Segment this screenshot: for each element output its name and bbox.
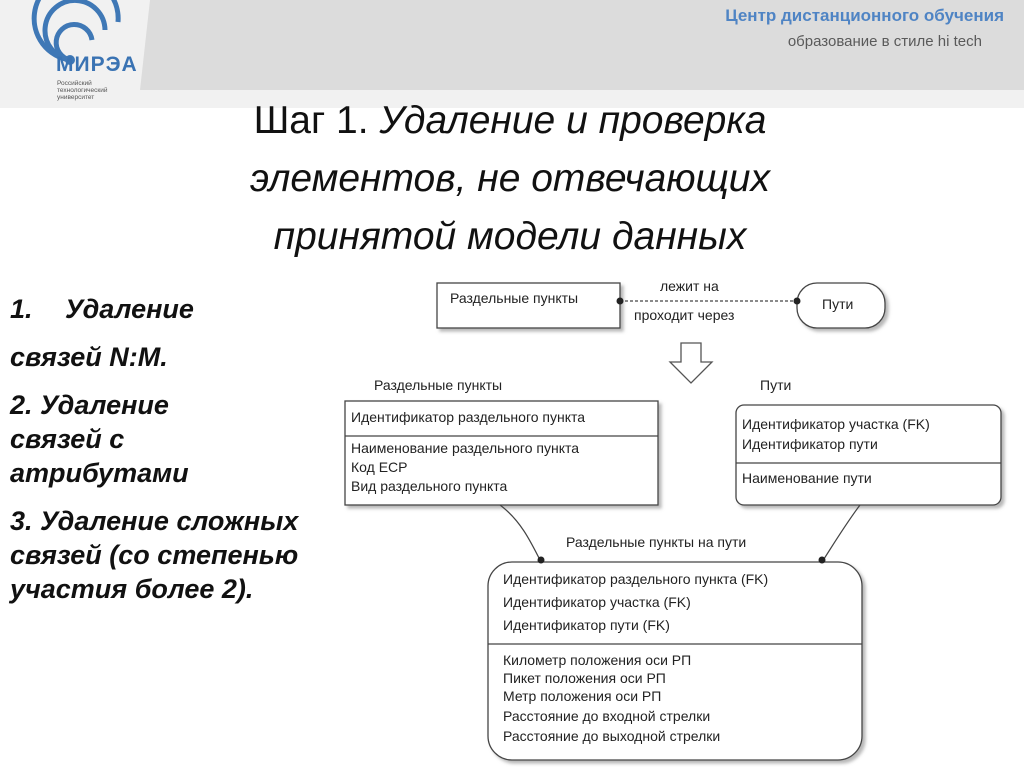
bottom-entity-caption: Раздельные пункты на пути (566, 534, 747, 550)
top-right-entity-label: Пути (822, 296, 854, 312)
relation-label-top: лежит на (660, 278, 719, 294)
left-entity-attr: Наименование раздельного пункта (351, 440, 580, 456)
title-line1: Удаление и проверка (379, 99, 767, 142)
bottom-entity-attr: Пикет положения оси РП (503, 670, 666, 686)
right-entity-attr: Наименование пути (742, 470, 872, 486)
logo-text: МИРЭА (56, 53, 138, 76)
top-left-entity-label: Раздельные пункты (450, 290, 579, 306)
list-item: 2. Удаление связей с атрибутами (10, 390, 189, 488)
center-title: Центр дистанционного обучения (725, 6, 1004, 25)
down-arrow-icon (670, 343, 712, 383)
list-item: связей N:M. (10, 342, 168, 372)
bottom-entity-key-attr: Идентификатор участка (FK) (503, 594, 691, 610)
left-entity-attr: Код ЕСР (351, 459, 408, 475)
left-entity-key-attr: Идентификатор раздельного пункта (351, 409, 586, 425)
list-item: 1. Удаление (10, 294, 194, 324)
title-prefix: Шаг 1. (253, 99, 380, 142)
right-entity-key-attr: Идентификатор пути (742, 436, 878, 452)
bottom-entity-key-attr: Идентификатор раздельного пункта (FK) (503, 571, 769, 587)
bottom-entity-attr: Километр положения оси РП (503, 652, 692, 668)
list-item: 3. Удаление сложных связей (со степенью участия более 2). (10, 506, 299, 604)
connector-left (500, 505, 541, 562)
title-line2: элементов, не отвечающих (250, 157, 770, 200)
bottom-entity-attr: Метр положения оси РП (503, 688, 662, 704)
bottom-entity-attr: Расстояние до входной стрелки (503, 708, 711, 724)
right-entity-key-attr: Идентификатор участка (FK) (742, 416, 930, 432)
bottom-entity-key-attr: Идентификатор пути (FK) (503, 617, 670, 633)
center-subtitle: образование в стиле hi tech (787, 33, 982, 50)
title-line3: принятой модели данных (273, 215, 747, 258)
left-entity-attr: Вид раздельного пункта (351, 478, 508, 494)
connector-right (822, 505, 860, 562)
bottom-entity-attr: Расстояние до выходной стрелки (503, 728, 721, 744)
relation-label-bottom: проходит через (634, 307, 735, 323)
logo-subtitle: Российский технологический университет (57, 80, 108, 101)
left-entity-caption: Раздельные пункты (374, 377, 503, 393)
right-entity-caption: Пути (760, 377, 792, 393)
